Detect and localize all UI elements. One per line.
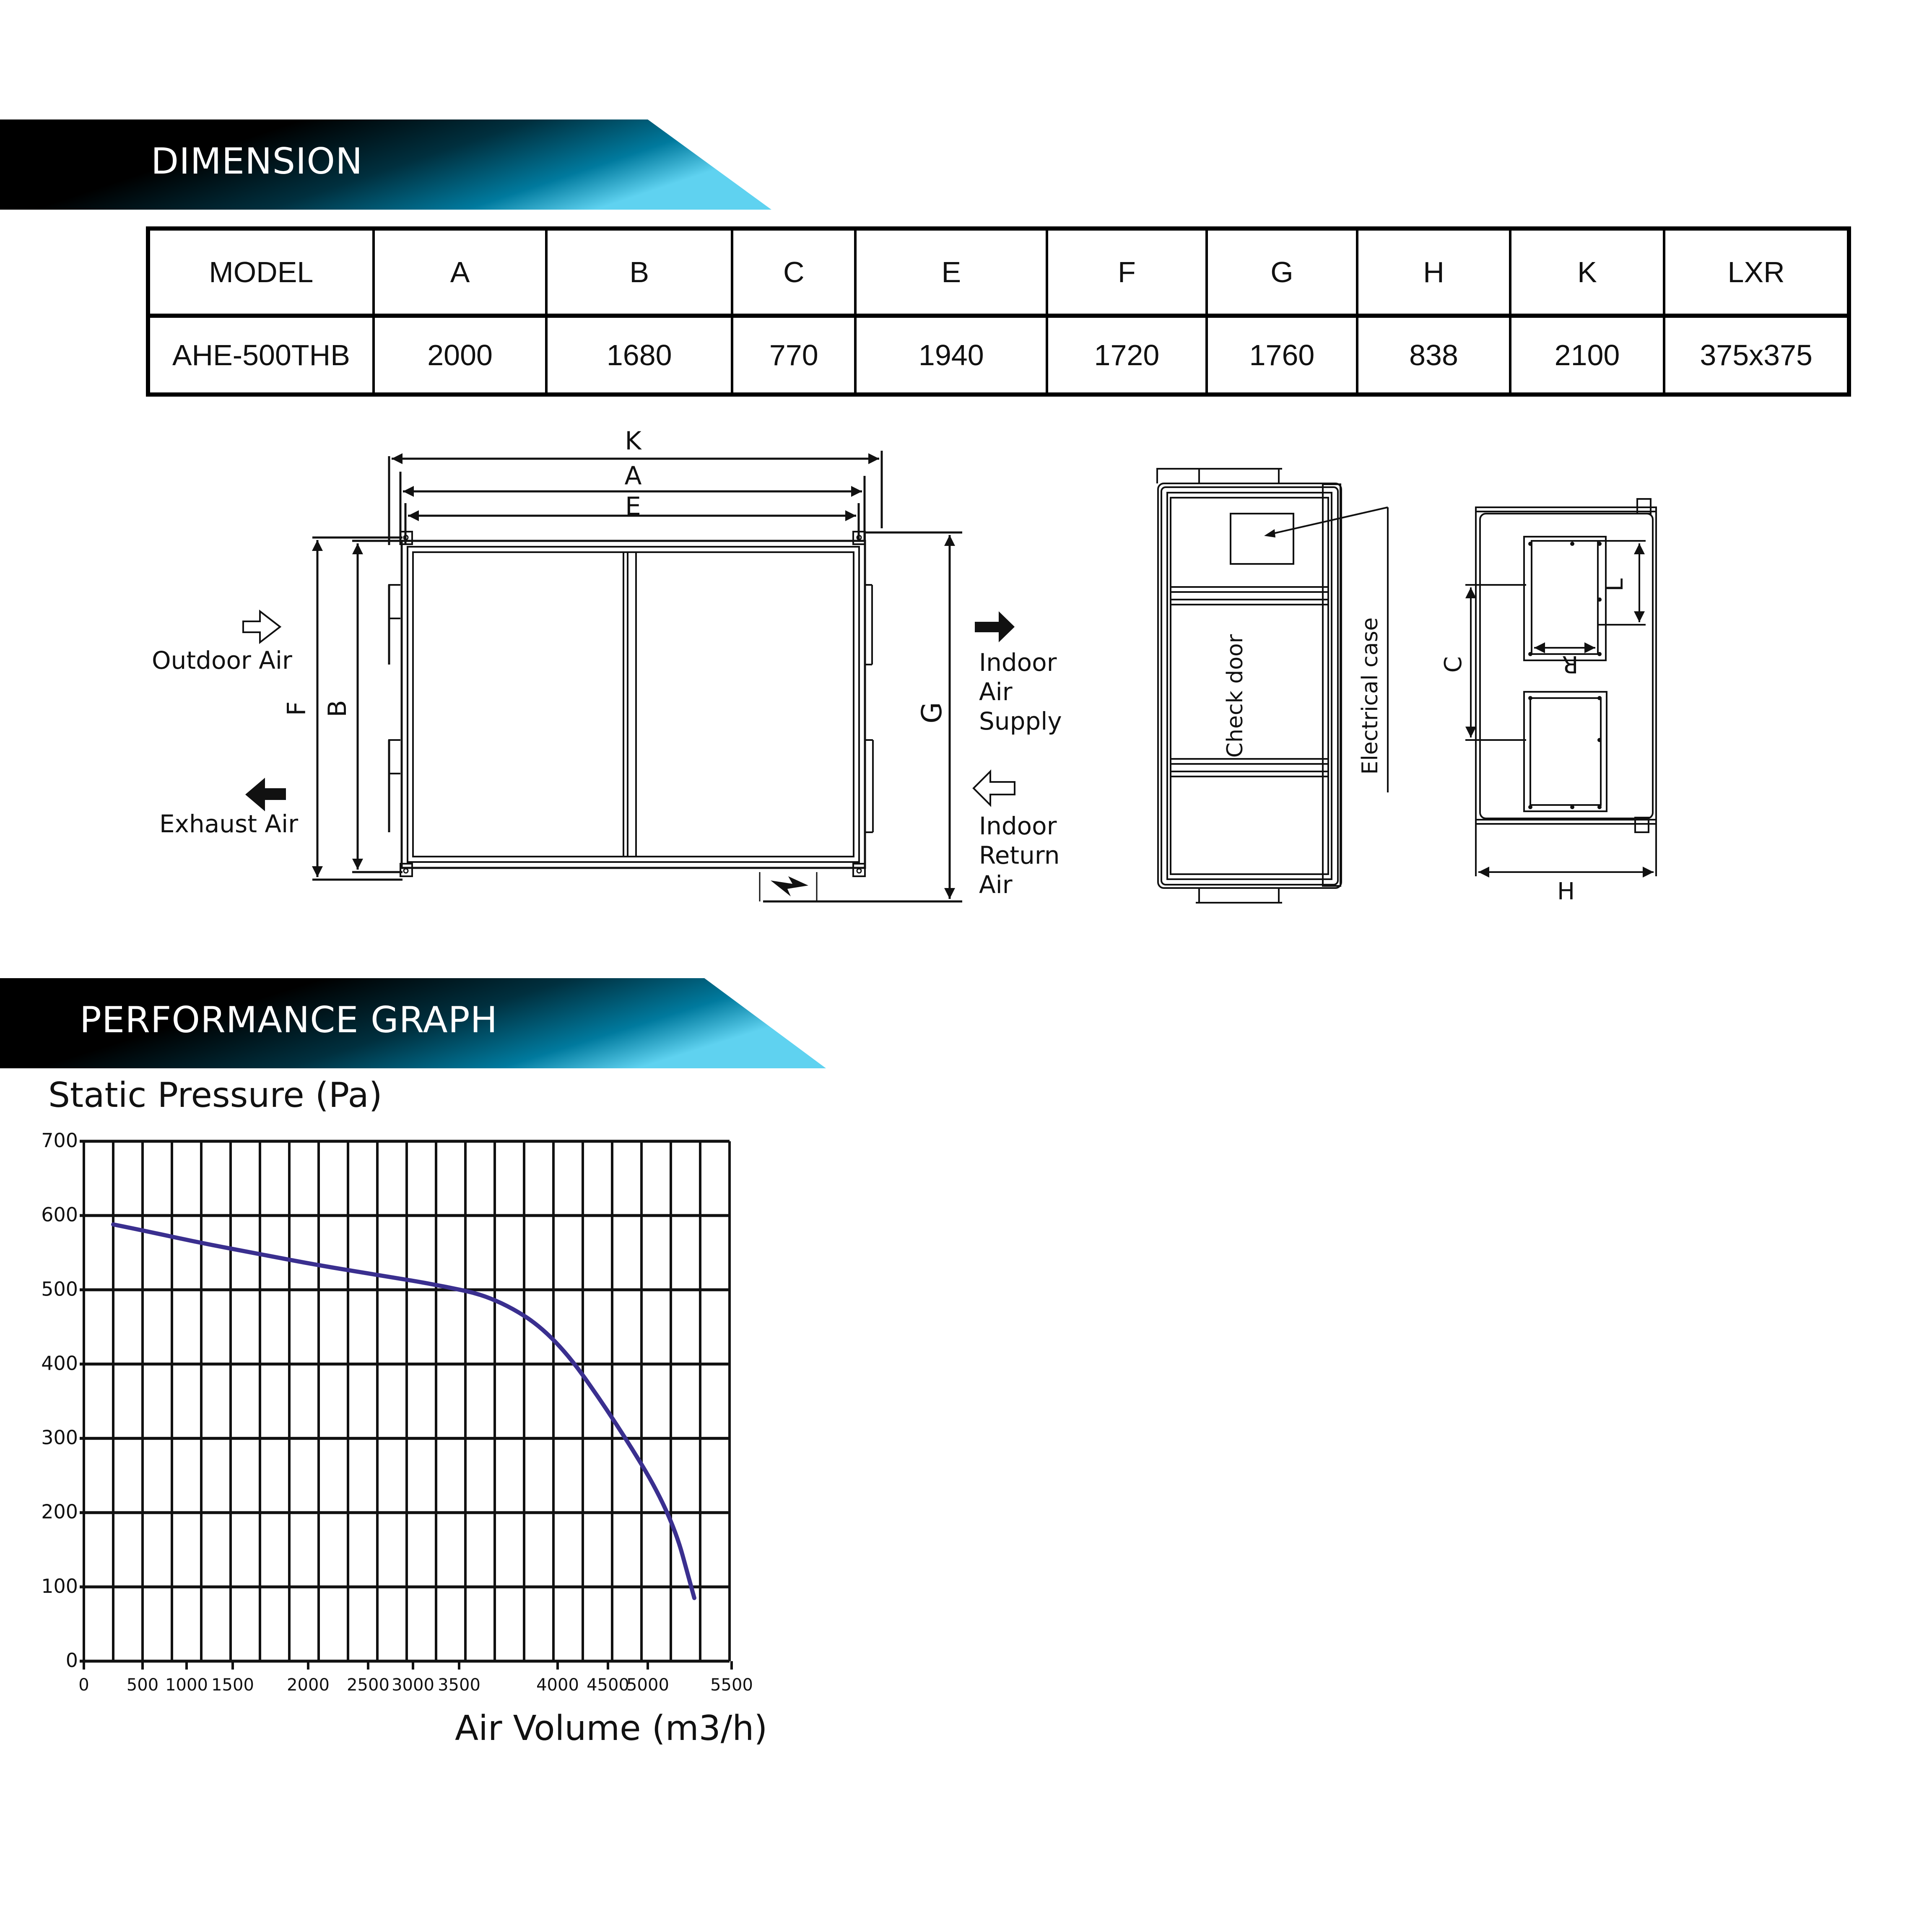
exhaust-air-arrow-icon <box>245 778 286 811</box>
indoor-air-supply-label-2: Air <box>979 678 1013 706</box>
header-e: E <box>855 229 1047 316</box>
outdoor-air-label: Outdoor Air <box>152 646 292 675</box>
exhaust-air-label: Exhaust Air <box>159 810 299 838</box>
cell-lxr: 375x375 <box>1664 316 1849 395</box>
cell-f: 1720 <box>1047 316 1207 395</box>
end-view <box>1465 499 1656 876</box>
outdoor-air-arrow-icon <box>243 611 280 642</box>
dim-label-l: L <box>1601 578 1628 592</box>
x-tick-label: 2500 <box>347 1675 390 1695</box>
performance-chart <box>0 1073 839 1786</box>
dimension-table <box>146 226 1851 397</box>
cell-a: 2000 <box>374 316 547 395</box>
cell-model: AHE-500THB <box>148 316 374 395</box>
dim-label-g: G <box>916 702 948 724</box>
indoor-air-supply-label-3: Supply <box>979 707 1062 735</box>
indoor-air-supply-label-1: Indoor <box>979 648 1057 677</box>
table-row <box>148 316 1849 395</box>
technical-drawing <box>0 402 1932 948</box>
x-axis-ticks <box>78 1661 753 1695</box>
indoor-return-air-label-2: Return <box>979 841 1060 870</box>
x-tick-label: 3000 <box>392 1675 434 1695</box>
dim-label-c: C <box>1440 656 1467 673</box>
y-tick-label: 500 <box>41 1278 78 1301</box>
cell-h: 838 <box>1357 316 1510 395</box>
performance-section-banner <box>0 978 826 1068</box>
dimension-title: DIMENSION <box>151 140 363 182</box>
header-model: MODEL <box>148 229 374 316</box>
chart-x-title: Air Volume (m3/h) <box>455 1709 768 1748</box>
x-tick-label: 5500 <box>710 1675 753 1695</box>
header-b: B <box>546 229 732 316</box>
cell-b: 1680 <box>546 316 732 395</box>
y-tick-label: 200 <box>41 1500 78 1523</box>
electrical-case-label: Electrical case <box>1358 617 1383 775</box>
y-tick-label: 100 <box>41 1574 78 1597</box>
performance-title: PERFORMANCE GRAPH <box>80 999 498 1041</box>
indoor-air-supply-arrow-icon <box>975 611 1015 642</box>
cell-e: 1940 <box>855 316 1047 395</box>
x-tick-label: 2000 <box>287 1675 330 1695</box>
header-h: H <box>1357 229 1510 316</box>
dim-label-r: R <box>1562 650 1579 678</box>
header-lxr: LXR <box>1664 229 1849 316</box>
dim-label-b: B <box>323 700 352 717</box>
x-tick-label: 1500 <box>211 1675 254 1695</box>
cell-g: 1760 <box>1207 316 1358 395</box>
y-axis-ticks <box>41 1129 78 1672</box>
y-tick-label: 700 <box>41 1129 78 1152</box>
dimension-section-banner <box>0 119 771 210</box>
indoor-return-air-label-3: Air <box>979 870 1013 899</box>
indoor-return-air-label-1: Indoor <box>979 812 1057 840</box>
x-tick-label: 3500 <box>438 1675 480 1695</box>
chart-grid <box>80 1141 730 1661</box>
header-c: C <box>732 229 855 316</box>
power-lightning-icon <box>771 876 808 896</box>
x-tick-label: 4500 <box>587 1675 629 1695</box>
table-header-row <box>148 229 1849 316</box>
dim-label-h: H <box>1557 878 1575 905</box>
leader-arrowhead-icon <box>1264 529 1275 538</box>
x-tick-label: 1000 <box>165 1675 208 1695</box>
cell-k: 2100 <box>1510 316 1665 395</box>
cell-c: 770 <box>732 316 855 395</box>
dim-label-a: A <box>624 461 642 491</box>
banner-background <box>0 119 771 210</box>
y-tick-label: 400 <box>41 1352 78 1375</box>
dim-label-e: E <box>625 492 641 521</box>
header-a: A <box>374 229 547 316</box>
dim-label-f: F <box>282 701 312 716</box>
indoor-return-air-arrow-icon <box>974 771 1015 805</box>
header-f: F <box>1047 229 1207 316</box>
x-tick-label: 500 <box>126 1675 159 1695</box>
y-tick-label: 600 <box>41 1203 78 1226</box>
x-tick-label: 5000 <box>626 1675 669 1695</box>
check-door-label: Check door <box>1223 634 1248 758</box>
dim-label-k: K <box>625 426 641 456</box>
x-tick-label: 0 <box>78 1675 89 1695</box>
header-k: K <box>1510 229 1665 316</box>
y-tick-label: 0 <box>65 1649 78 1672</box>
x-tick-label: 4000 <box>536 1675 579 1695</box>
header-g: G <box>1207 229 1358 316</box>
chart-y-title: Static Pressure (Pa) <box>48 1075 382 1115</box>
y-tick-label: 300 <box>41 1426 78 1449</box>
